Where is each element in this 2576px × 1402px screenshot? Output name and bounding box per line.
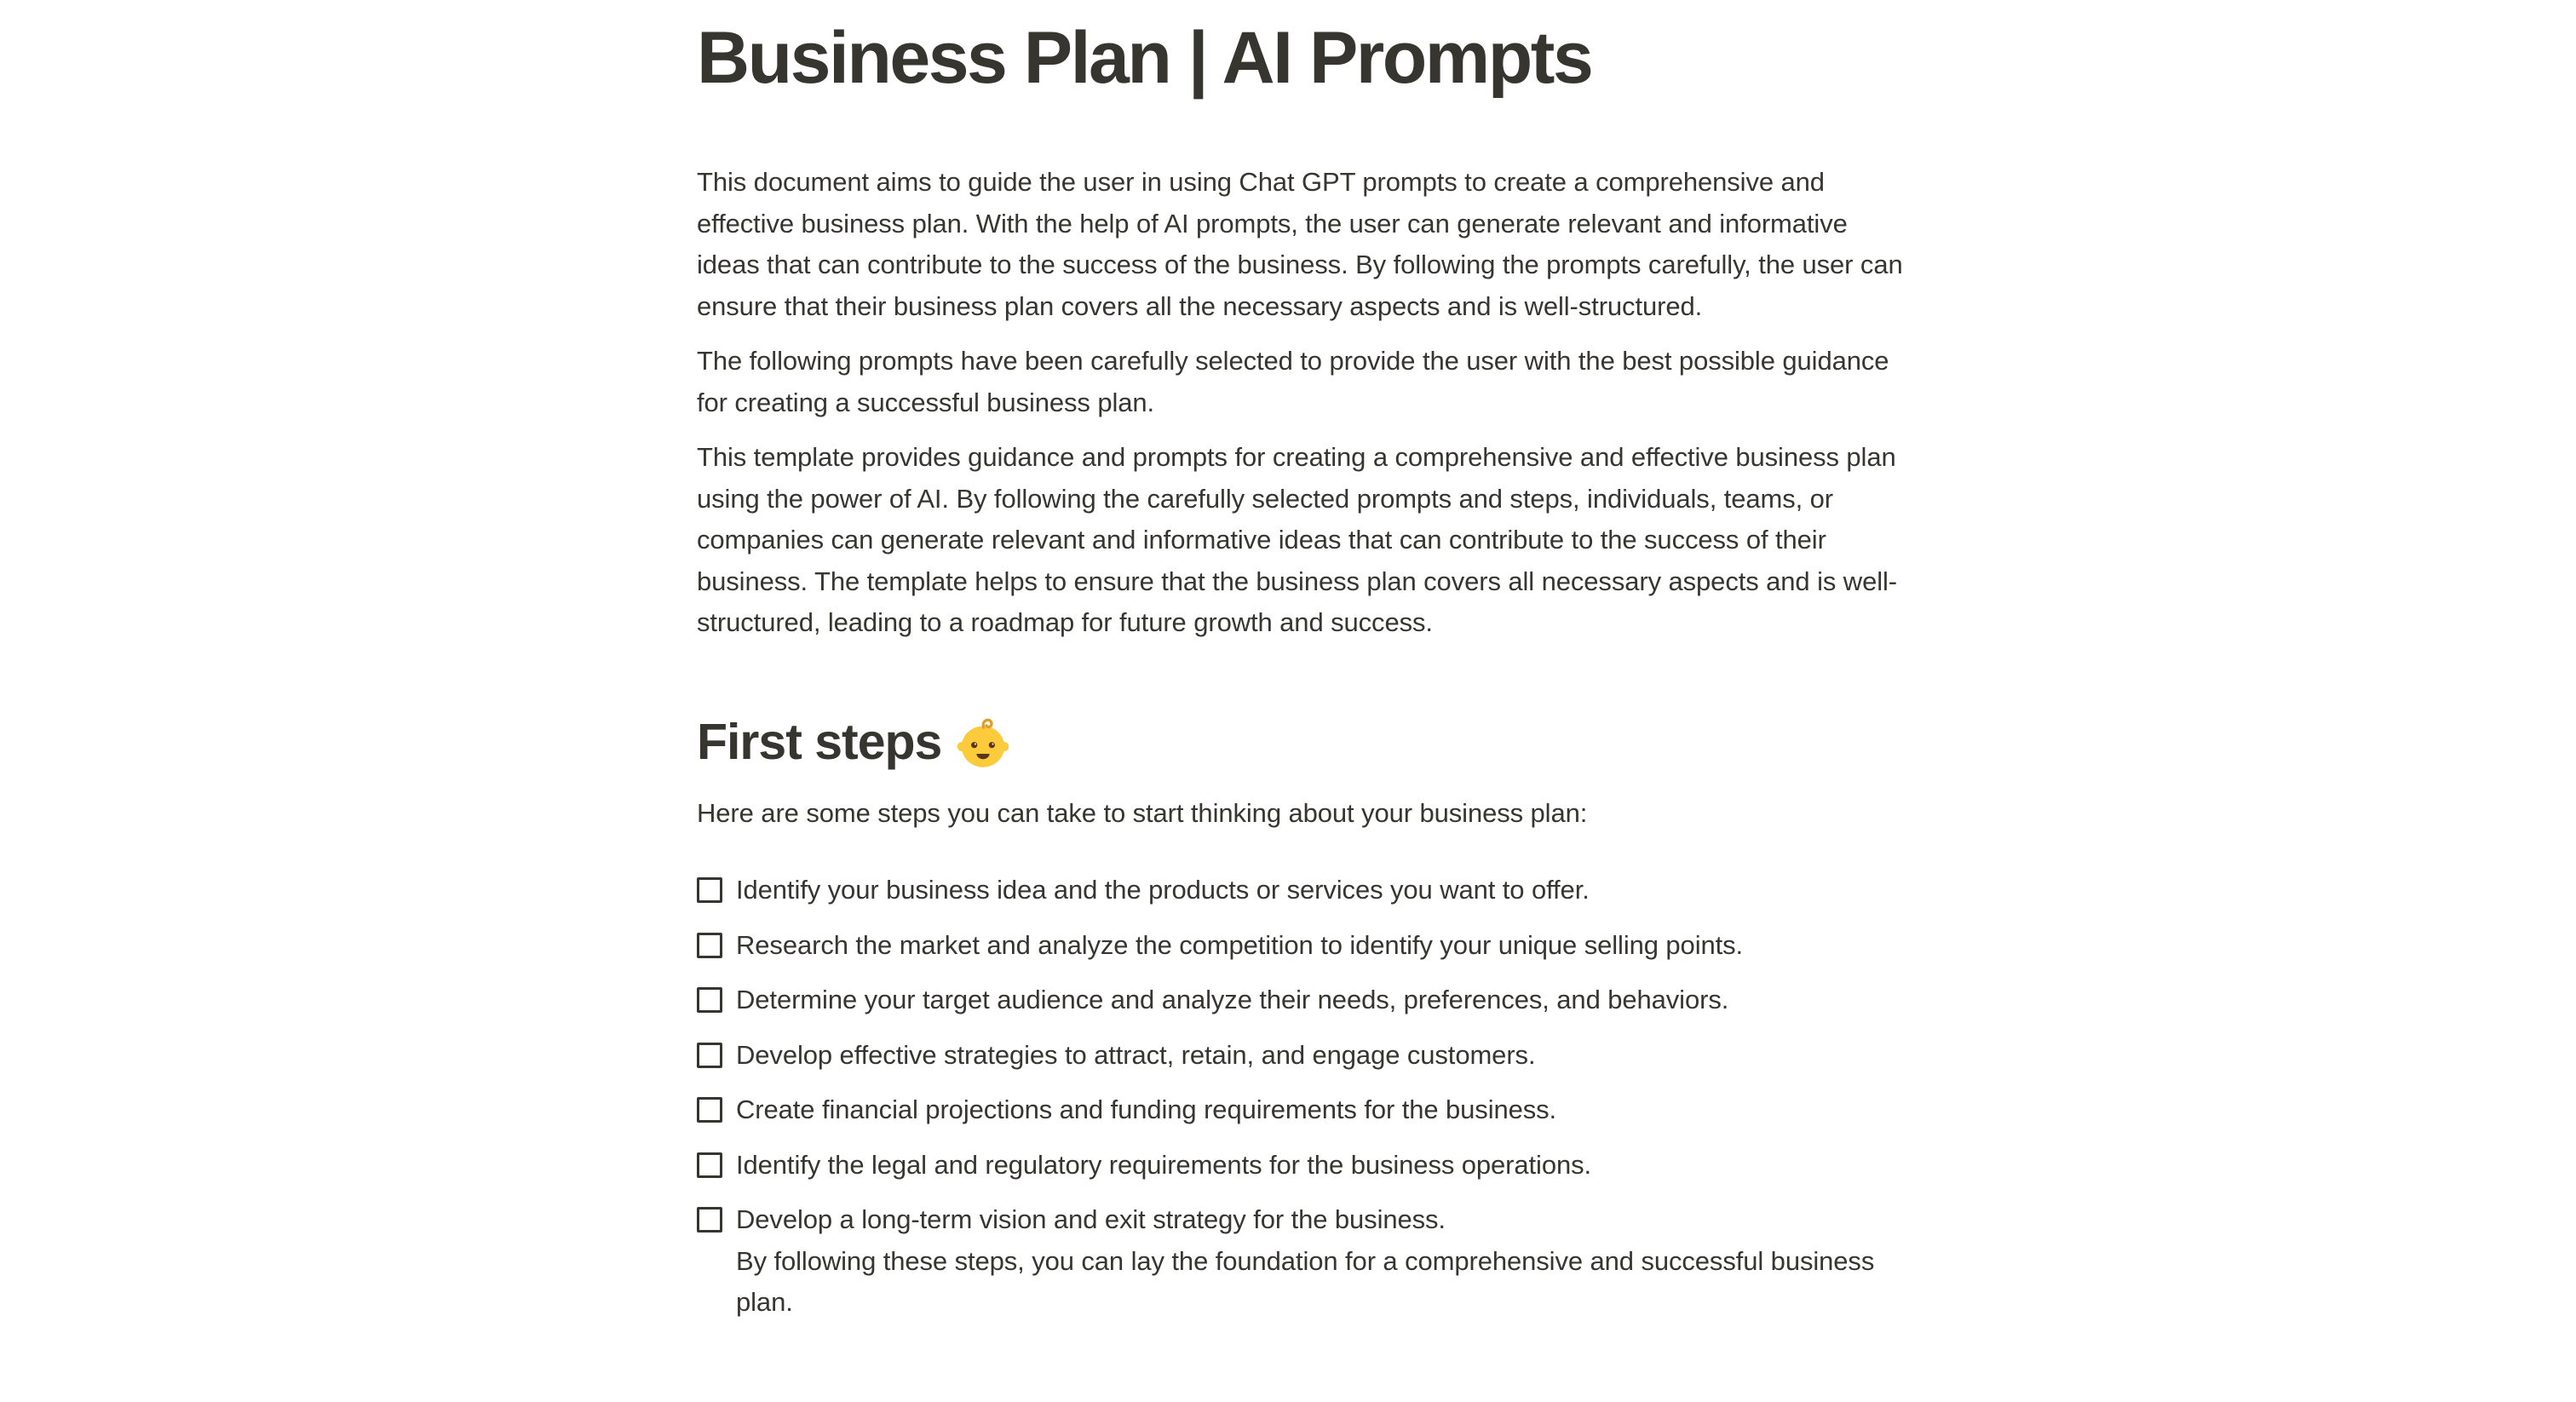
todo-item [697,1199,1910,1324]
todo-checkbox[interactable] [697,1043,722,1068]
document-page [697,0,1910,1324]
todo-note: By following these steps, you can lay the foundation for a comprehensive and successful business plan. [736,1245,1875,1317]
paragraph-1: This document aims to guide the user in using Chat GPT prompts to create a comprehensive and effective business plan. With the help of AI prompts, the user can generate relevant and informative ideas that can contribute to the success of the business. By following the prompts carefully, the user can ensure that their business plan covers all the necessary aspects and is well-structured. [697,167,1903,321]
todo-item [697,980,1910,1021]
todo-checkbox[interactable] [697,987,722,1013]
todo-checkbox[interactable] [697,877,722,903]
todo-label: Develop a long-term vision and exit strategy for the business. [736,1204,1446,1234]
baby-emoji-icon [957,713,1009,771]
todo-item [697,870,1910,911]
section-heading-first-steps [697,710,1910,773]
todo-label: Research the market and analyze the competition to identify your unique selling points. [736,929,1744,960]
section-intro: Here are some steps you can take to start thinking about your business plan: [697,797,1588,828]
paragraph-3: This template provides guidance and prompts for creating a comprehensive and effective business plan using the power of AI. By following the carefully selected prompts and steps, individuals, teams, or companies can generate relevant and informative ideas that can contribute to the success of their business. The template helps to ensure that the business plan covers all necessary aspects and is well-structured, leading to a roadmap for future growth and success. [697,442,1898,637]
todo-label: Develop effective strategies to attract, retain, and engage customers. [736,1039,1536,1070]
todo-checkbox[interactable] [697,1097,722,1123]
todo-item [697,1035,1910,1077]
todo-label: Create financial projections and funding requirements for the business. [736,1095,1557,1124]
todo-checkbox[interactable] [697,933,722,958]
todo-item [697,925,1910,967]
todo-label: Identify your business idea and the products or services you want to offer. [736,875,1590,905]
todo-label: Identify the legal and regulatory requirements for the business operations. [736,1149,1592,1180]
todo-item [697,1089,1910,1131]
section-heading-label: First steps [697,713,942,770]
todo-checkbox[interactable] [697,1152,722,1178]
todo-checkbox[interactable] [697,1207,722,1232]
todo-item [697,1145,1910,1187]
paragraph-2: The following prompts have been carefully selected to provide the user with the best possible guidance for creating a successful business plan. [697,346,1889,417]
page-title: Business Plan | AI Prompts [697,17,1592,99]
todo-list [697,870,1910,1324]
todo-label: Determine your target audience and analyze their needs, preferences, and behaviors. [736,985,1729,1014]
